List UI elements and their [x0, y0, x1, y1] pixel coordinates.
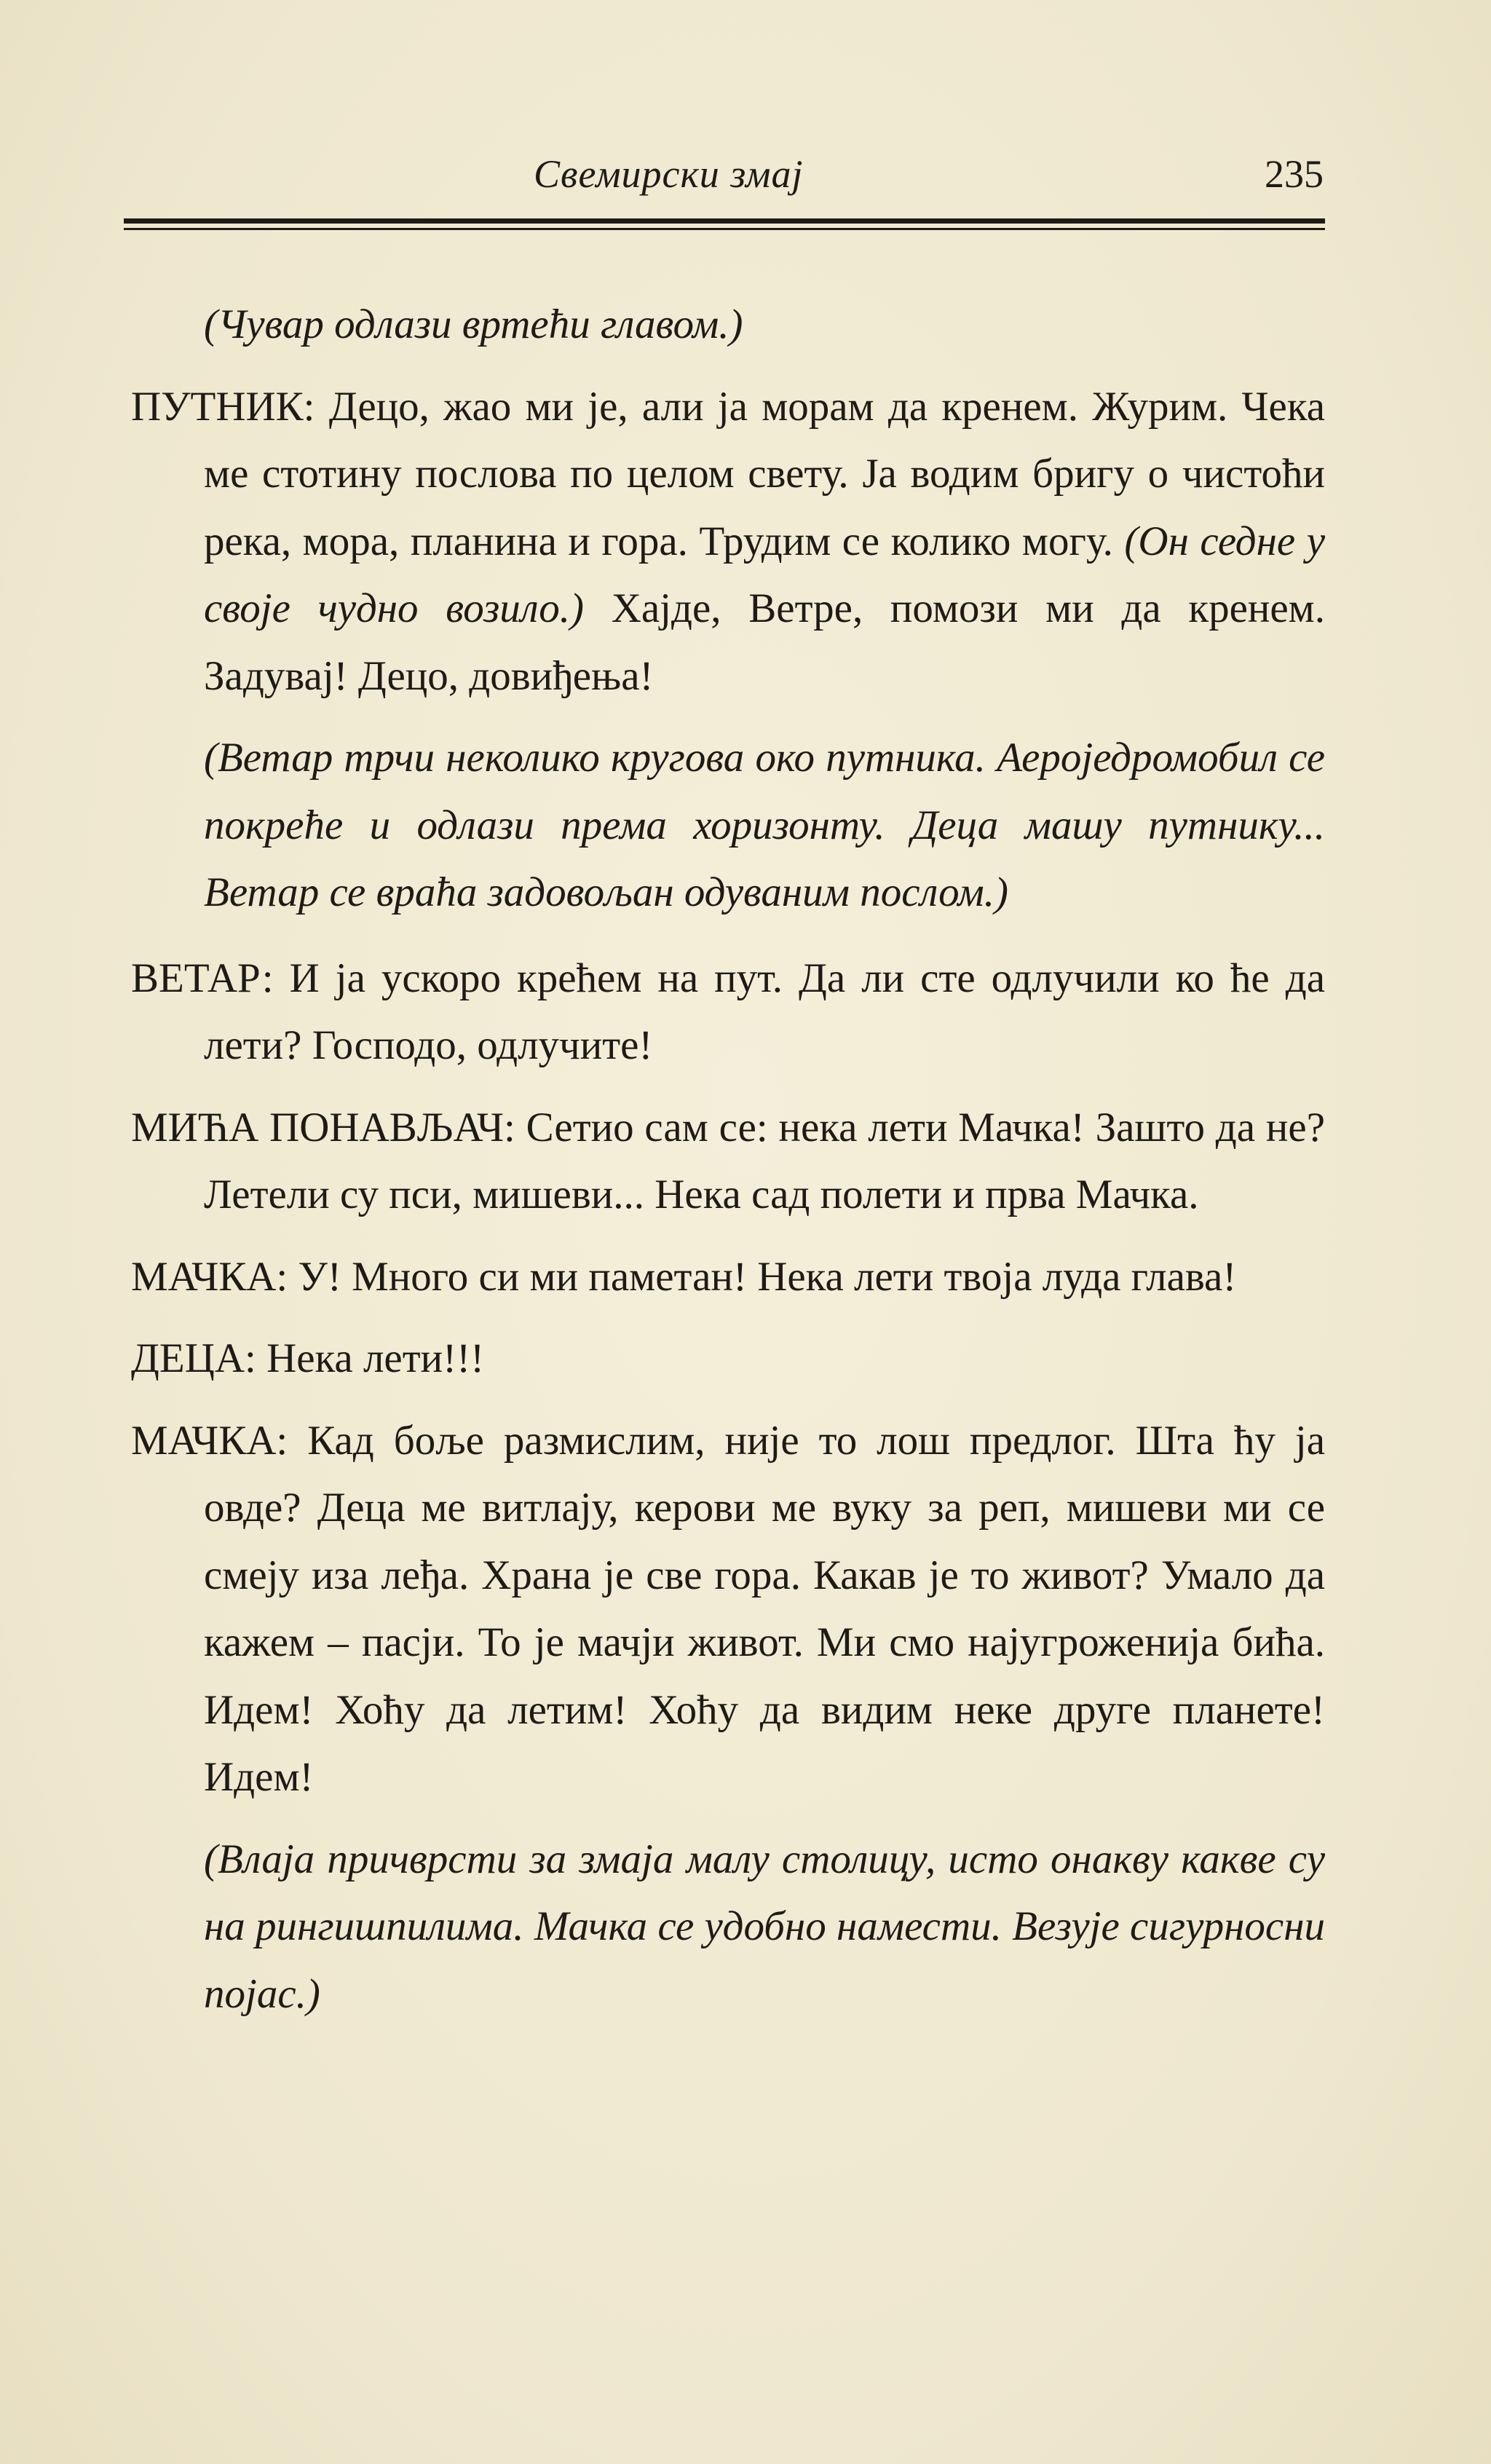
dialogue-line — [131, 1094, 1325, 1229]
speaker-name: МАЧКА: — [131, 1417, 288, 1464]
speaker-name: ДЕЦА: — [131, 1335, 256, 1381]
dialogue-line — [131, 1325, 1325, 1393]
dialogue-text: Децо, жао ми је, али ја морам да кренем. Журим. Чека ме стотину послова по целом свету. Ја водим бригу о чистоћи река, мора, планина и гора. Трудим се колико могу. — [204, 383, 1325, 564]
page-body — [131, 291, 1325, 2046]
page-number: 235 — [1265, 152, 1324, 196]
stage-direction: (Влаја причврсти за змаја малу столицу, исто онакву какве су на рингишпилима. Мачка се удобно намести. Везује сигурносни појас.) — [204, 1836, 1325, 2017]
dialogue-text: Кад боље размислим, није то лош предлог. Шта ћу ја овде? Деца ме витлају, керови ме вуку за реп, мишеви ми се смеју иза леђа. Храна је све гора. Какав је то живот? Умало да кажем – пасји. То је мачји живот. Ми смо најугроженија бића. Идем! Хоћу да летим! Хоћу да видим неке друге планете! Идем! — [204, 1417, 1325, 1800]
dialogue-line — [131, 374, 1325, 711]
inline-stage-direction: (Он седне у своје чудно возило.) — [204, 518, 1325, 631]
header-rule-thin — [124, 228, 1325, 230]
dialogue-text: Хајде, Ветре, помози ми да кренем. Задувај! Децо, довиђења! — [204, 585, 1325, 699]
speaker-name: МАЧКА: — [131, 1253, 288, 1300]
dialogue-line — [131, 1244, 1325, 1311]
stage-direction: (Ветар трчи неколико кругова око путника. Аероједромобил се покреће и одлази према хоризонту. Деца машу путнику... Ветар се враћа задовољан одуваним послом.) — [204, 735, 1325, 915]
dialogue-text: Сетио сам се: нека лети Мачка! Зашто да не? Летели су пси, мишеви... Нека сад полети и прва Мачка. — [204, 1104, 1326, 1217]
dialogue-line — [131, 1407, 1325, 1812]
running-header — [124, 138, 1325, 204]
dialogue-text: Нека лети!!! — [256, 1335, 485, 1381]
speaker-name: ПУТНИК: — [131, 383, 315, 430]
speaker-name: ВЕТАР: — [131, 955, 274, 1001]
dialogue-text: И ја ускоро крећем на пут. Да ли сте одлучили ко ће да лети? Господо, одлучите! — [204, 955, 1325, 1068]
dialogue-text: У! Много си ми паметан! Нека лети твоја луда глава! — [288, 1253, 1237, 1300]
header-rule-thick — [124, 218, 1325, 224]
dialogue-line — [131, 945, 1325, 1080]
speaker-name: МИЋА ПОНАВЉАЧ: — [131, 1104, 515, 1150]
running-title: Свемирски змај — [534, 152, 804, 196]
stage-direction: (Чувар одлази вртећи главом.) — [204, 301, 743, 347]
